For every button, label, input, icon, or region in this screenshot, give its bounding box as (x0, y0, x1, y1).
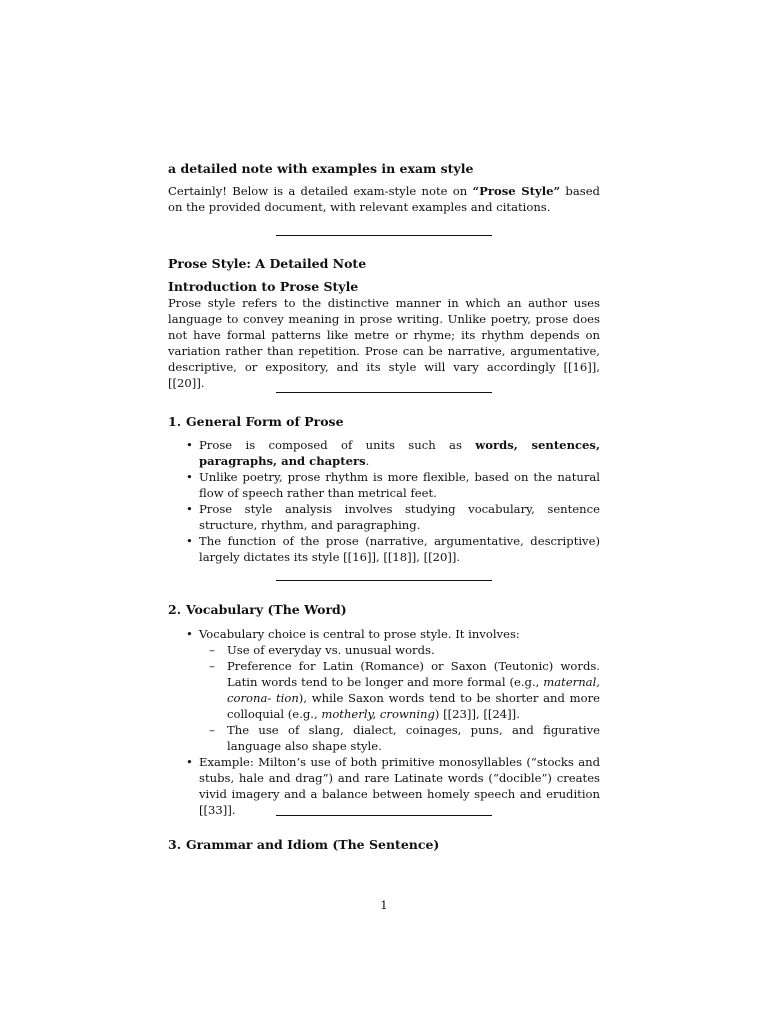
list-item: • Unlike poetry, prose rhythm is more flexible, based on the natural flow of speech rather than metrical feet. (168, 469, 600, 501)
sub-list-item (199, 658, 600, 722)
sub-list (199, 642, 600, 754)
section-3-number: 3. (168, 837, 182, 852)
sub-list-item: – The use of slang, dialect, coinages, puns, and figurative language also shape style. (199, 722, 600, 754)
list-item (168, 437, 600, 469)
list-item: • Prose style analysis involves studying vocabulary, sentence structure, rhythm, and paragraphing. (168, 501, 600, 533)
intro-text-before: Certainly! Below is a detailed exam-style note on (168, 184, 473, 198)
section-3-heading (168, 837, 600, 853)
sub-item-text: ) [[23]], [[24]]. (434, 707, 520, 721)
sub-item-text: ), while Saxon words tend to be shorter and more colloquial (e.g., (227, 691, 600, 721)
intro-text-after: based on the provided document, with relevant examples and citations. (168, 184, 600, 214)
list-item: • Example: Milton’s use of both primitive monosyllables (“stocks and stubs, hale and drag”) and rare Latinate words (“docible”) creates vivid imagery and a balance between homely speech and erudition [[33]]. (168, 754, 600, 818)
introduction-heading: Introduction to Prose Style (168, 279, 359, 294)
bullet-text: Vocabulary choice is central to prose style. It involves: (199, 627, 520, 641)
list-item (168, 626, 600, 754)
section-1-list (168, 437, 600, 565)
document-title: Prose Style: A Detailed Note (168, 256, 367, 271)
intro-bold-term: “Prose Style” (472, 184, 561, 198)
section-2-title: Vocabulary (The Word) (186, 602, 347, 617)
section-divider (276, 235, 492, 236)
intro-paragraph (168, 183, 600, 215)
section-2-number: 2. (168, 602, 182, 617)
section-1-number: 1. (168, 414, 182, 429)
bullet-text: Prose is composed of units such as (199, 438, 476, 452)
section-divider (276, 392, 492, 393)
section-2-heading (168, 602, 600, 618)
section-1-title: General Form of Prose (186, 414, 344, 429)
list-item: • The function of the prose (narrative, argumentative, descriptive) largely dictates its style [[16]], [[18]], [[20]]. (168, 533, 600, 565)
italic-example: motherly, crowning (321, 707, 435, 721)
bullet-bold-text: words, sentences, paragraphs, and chapters (199, 438, 600, 468)
page-number: 1 (380, 898, 388, 912)
section-3-title: Grammar and Idiom (The Sentence) (186, 837, 440, 852)
section-divider (276, 815, 492, 816)
bullet-text: . (365, 454, 370, 468)
introduction-paragraph: Prose style refers to the distinctive manner in which an author uses language to convey meaning in prose writing. Unlike poetry, prose does not have formal patterns like metre or rhyme; its rhythm depends on variation rather than repetition. Prose can be narrative, argumentative, descriptive, or expository, and its style will vary accordingly [[16]], [[20]]. (168, 296, 600, 390)
question-title: a detailed note with examples in exam style (168, 161, 474, 176)
sub-list-item: – Use of everyday vs. unusual words. (199, 642, 600, 658)
section-1-heading (168, 414, 600, 430)
sub-item-text: Preference for Latin (Romance) or Saxon (Teutonic) words. Latin words tend to be longer and more formal (e.g., (227, 659, 600, 689)
italic-example: maternal, corona- tion (227, 675, 600, 705)
section-divider (276, 580, 492, 581)
section-2-list (168, 626, 600, 818)
